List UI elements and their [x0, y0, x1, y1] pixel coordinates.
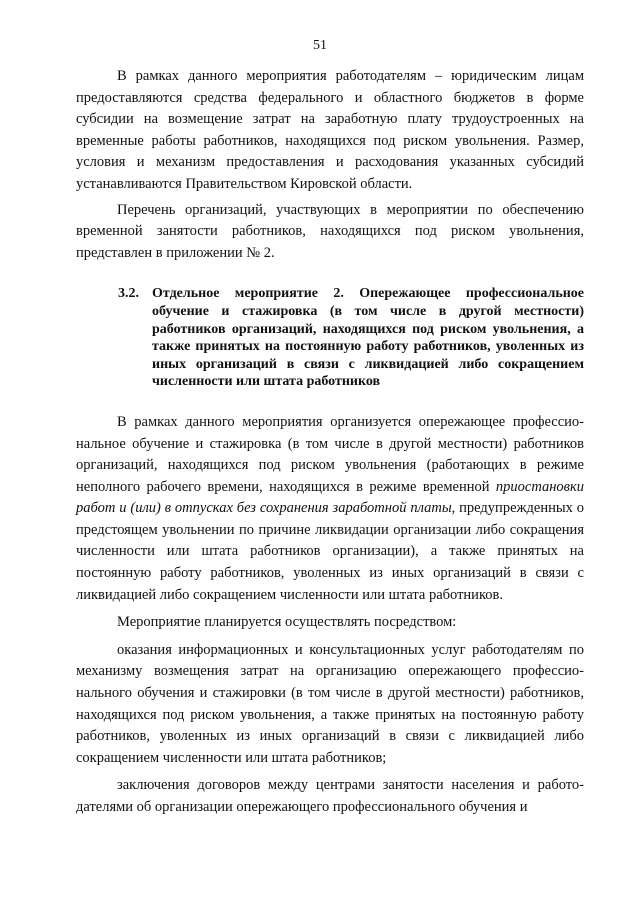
- paragraph-contracts: заключения договоров между центрами занятости населения и работодателями об организации опережающего профессионального обучения и: [76, 777, 584, 815]
- paragraph-training-italic: приостановки работ и (или) в отпусках без сохранения заработной платы: [76, 478, 584, 517]
- paragraph-training-part1: В рамках данного мероприятия организуется опережающее профессиональное обучение и стажировка (в том числе в другой местности) работников организаций, находящихся под риском увольнения (работающих в режиме неполного рабочего времени, находящихся в режиме временной: [76, 413, 584, 495]
- paragraph-consulting-services: оказания информационных и консультационных услуг работодателям по механизму возмещения затрат на организацию опережающего профессионального обучения и стажировки (в том числе в другой местности) работников, находящихся под риском увольнения, а также принятых на постоянную работу работников, уволенных из иных организаций в связи с ликвидацией либо сокращением численности или штата работников;: [76, 641, 584, 766]
- page-number: 51: [313, 38, 327, 53]
- paragraph-organizations-list: Перечень организаций, участвующих в мероприятии по обеспечению временной занятости работников, находящихся под риском увольнения, представлен в приложении № 2.: [76, 201, 584, 261]
- paragraph-subsidy: В рамках данного мероприятия работодателям – юридическим лицам предоставляются средства федерального и областного бюджетов в форме субсидии на возмещение затрат на заработную плату трудоустроенных на временные работы работников, находящихся под риском увольнения. Размер, условия и механизм предоставления и расходования указанных субсидий устанавливаются Правительством Кировской области.: [76, 68, 584, 192]
- section-title: Отдельное мероприятие 2. Опережающее профессиональное обучение и стажировка (в том числе в другой местности) работников организаций, находящихся под риском увольнения, а также принятых на постоянную работу работников, уволенных из иных организаций в связи с ликвидацией либо сокращением численности или штата работников: [152, 286, 584, 390]
- paragraph-planned-means: Мероприятие планируется осуществлять посредством:: [117, 614, 457, 631]
- paragraph-training-part2: , предупрежденных о предстоящем увольнении по причине ликвидации организации либо сокращения численности или штата работников организации), а также принятых на постоянную работу работников, уволенных из иных организаций в связи с ликвидацией либо сокращением численности или штата работников.: [76, 500, 584, 603]
- section-heading: [76, 285, 584, 391]
- paragraph-training: [76, 412, 584, 606]
- section-number: 3.2.: [118, 286, 139, 302]
- document-body: [76, 66, 584, 819]
